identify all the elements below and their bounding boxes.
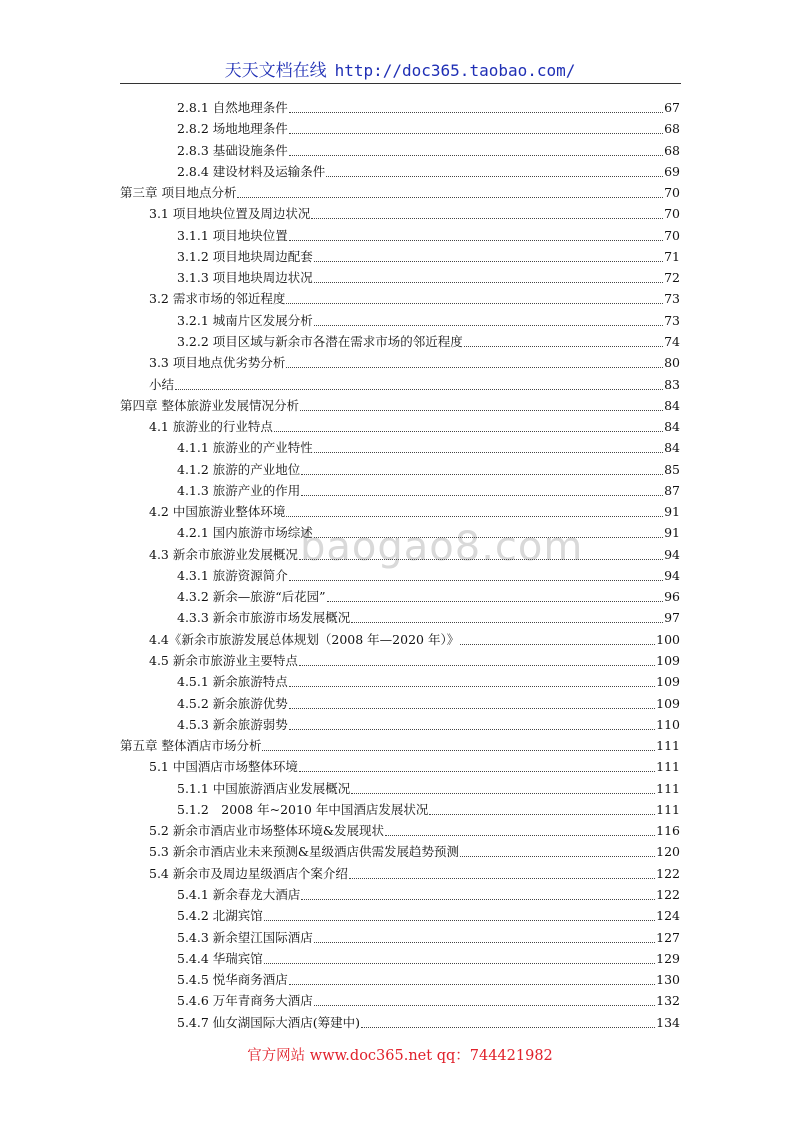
toc-entry[interactable] [177,267,680,287]
dot-leader [311,218,663,219]
toc-entry-page-number: 73 [664,291,680,307]
toc-entry-title: 2.8.3 基础设施条件 [177,142,288,158]
dot-leader [289,133,663,134]
toc-entry-page-number: 94 [664,546,680,562]
toc-entry-title: 4.1 旅游业的行业特点 [149,419,273,435]
toc-entry-title: 4.1.3 旅游产业的作用 [177,482,301,498]
toc-entry[interactable] [177,671,680,691]
header-divider [120,83,681,84]
toc-entry-title: 5.4.1 新余春龙大酒店 [177,886,301,902]
toc-entry-page-number: 85 [664,461,680,477]
toc-entry[interactable] [120,735,680,755]
toc-entry-page-number: 94 [664,567,680,583]
toc-entry-page-number: 132 [656,993,680,1009]
toc-entry[interactable] [177,905,680,925]
toc-entry[interactable] [177,1012,680,1032]
toc-entry[interactable] [177,799,680,819]
toc-entry-title: 4.1.2 旅游的产业地位 [177,461,301,477]
toc-entry-page-number: 80 [664,355,680,371]
toc-entry[interactable] [177,97,680,117]
toc-entry-title: 3.1.3 项目地块周边状况 [177,270,313,286]
dot-leader [429,814,655,815]
toc-entry[interactable] [149,203,680,223]
toc-entry[interactable] [120,182,680,202]
toc-entry-title: 4.5.3 新余旅游弱势 [177,716,288,732]
toc-entry-title: 3.1 项目地块位置及周边状况 [149,206,311,222]
toc-entry-title: 4.5 新余市旅游业主要特点 [149,653,298,669]
toc-entry[interactable] [177,310,680,330]
toc-entry-page-number: 91 [664,525,680,541]
toc-entry-page-number: 130 [656,972,680,988]
toc-entry[interactable] [177,948,680,968]
toc-entry[interactable] [177,140,680,160]
toc-entry[interactable] [149,841,680,861]
dot-leader [301,474,663,475]
dot-leader [289,155,663,156]
toc-entry-title: 5.3 新余市酒店业未来预测&星级酒店供需发展趋势预测 [149,844,459,860]
toc-entry-title: 4.2.1 国内旅游市场综述 [177,525,313,541]
toc-entry-page-number: 68 [664,121,680,137]
toc-entry-page-number: 70 [664,227,680,243]
toc-entry-page-number: 111 [656,759,680,775]
toc-entry[interactable] [177,884,680,904]
toc-entry[interactable] [177,437,680,457]
dot-leader [460,644,655,645]
dot-leader [289,686,655,687]
toc-entry[interactable] [177,161,680,181]
toc-entry[interactable] [149,374,680,394]
toc-entry-page-number: 71 [664,248,680,264]
watermark: baogao8.com [300,524,584,570]
dot-leader [299,665,655,666]
toc-entry[interactable] [149,544,680,564]
dot-leader [460,856,655,857]
toc-entry-title: 第四章 整体旅游业发展情况分析 [120,397,299,413]
toc-entry[interactable] [149,650,680,670]
dot-leader [464,346,663,347]
toc-entry-page-number: 68 [664,142,680,158]
toc-entry-title: 4.4《新余市旅游发展总体规划（2008 年—2020 年）》 [149,631,460,647]
toc-entry[interactable] [177,693,680,713]
dot-leader [289,240,663,241]
toc-entry-page-number: 134 [656,1014,680,1030]
toc-entry-page-number: 83 [664,376,680,392]
dot-leader [327,601,664,602]
toc-entry[interactable] [177,969,680,989]
dot-leader [299,559,663,560]
toc-entry-page-number: 91 [664,504,680,520]
toc-entry[interactable] [177,607,680,627]
toc-entry-page-number: 70 [664,185,680,201]
toc-entry[interactable] [149,352,680,372]
toc-entry-page-number: 87 [664,482,680,498]
toc-entry-page-number: 111 [656,801,680,817]
dot-leader [274,431,663,432]
dot-leader [314,261,663,262]
toc-entry-title: 4.3.2 新余—旅游“后花园” [177,589,326,605]
toc-entry-title: 5.1 中国酒店市场整体环境 [149,759,298,775]
dot-leader [326,176,663,177]
toc-entry-title: 4.1.1 旅游业的产业特性 [177,440,313,456]
toc-entry-page-number: 122 [656,886,680,902]
toc-entry[interactable] [177,225,680,245]
toc-entry-title: 小结 [149,376,175,392]
toc-entry-page-number: 122 [656,865,680,881]
toc-entry-page-number: 67 [664,100,680,115]
dot-leader [314,537,663,538]
toc-entry-title: 4.3.3 新余市旅游市场发展概况 [177,610,351,626]
toc-entry[interactable] [177,778,680,798]
toc-entry-page-number: 84 [664,440,680,456]
toc-entry[interactable] [177,480,680,500]
dot-leader [286,367,663,368]
dot-leader [301,495,663,496]
toc-entry[interactable] [120,395,680,415]
toc-entry[interactable] [149,756,680,776]
toc-entry[interactable] [177,990,680,1010]
dot-leader [289,984,655,985]
dot-leader [349,878,655,879]
toc-entry-title: 2.8.2 场地地理条件 [177,121,288,137]
dot-leader [300,410,663,411]
toc-entry-title: 5.4.6 万年青商务大酒店 [177,993,313,1009]
toc-entry[interactable] [177,118,680,138]
dot-leader [361,1027,655,1028]
toc-entry-page-number: 116 [656,823,680,839]
dot-leader [286,516,663,517]
toc-entry[interactable] [177,565,680,585]
toc-entry[interactable] [177,586,680,606]
dot-leader [314,942,655,943]
toc-entry-page-number: 70 [664,206,680,222]
toc-entry-page-number: 73 [664,312,680,328]
dot-leader [314,1005,655,1006]
toc-entry-title: 3.1.1 项目地块位置 [177,227,288,243]
toc-entry-title: 2.8.4 建设材料及运输条件 [177,163,326,179]
toc-entry[interactable] [149,629,680,649]
toc-entry[interactable] [177,714,680,734]
toc-entry[interactable] [149,863,680,883]
toc-entry-title: 4.5.1 新余旅游特点 [177,674,288,690]
toc-entry-page-number: 69 [664,163,680,179]
dot-leader [314,325,663,326]
dot-leader [262,750,655,751]
toc-entry-page-number: 129 [656,950,680,966]
toc-entry[interactable] [177,459,680,479]
toc-entry-title: 第三章 项目地点分析 [120,185,237,201]
toc-entry-title: 5.1.1 中国旅游酒店业发展概况 [177,780,351,796]
toc-entry-title: 5.1.2 2008 年~2010 年中国酒店发展状况 [177,801,429,817]
toc-entry-page-number: 97 [664,610,680,626]
dot-leader [289,708,655,709]
toc-entry[interactable] [149,416,680,436]
dot-leader [264,920,655,921]
toc-entry[interactable] [149,501,680,521]
dot-leader [175,389,663,390]
dot-leader [264,963,655,964]
page-footer: 官方网站 www.doc365.net qq：744421982 [247,1048,553,1064]
dot-leader [289,729,655,730]
site-name: 天天文档在线 [224,61,327,81]
toc-entry-page-number: 110 [656,716,680,732]
toc-entry[interactable] [149,820,680,840]
dot-leader [351,793,655,794]
toc-entry-title: 3.2.1 城南片区发展分析 [177,312,313,328]
toc-entry-page-number: 127 [656,929,680,945]
toc-entry-title: 5.2 新余市酒店业市场整体环境&发展现状 [149,823,384,839]
dot-leader [351,622,663,623]
toc-entry-title: 4.3 新余市旅游业发展概况 [149,546,298,562]
dot-leader [286,303,663,304]
toc-entry-title: 5.4 新余市及周边星级酒店个案介绍 [149,865,348,881]
dot-leader [301,899,655,900]
dot-leader [314,282,663,283]
toc-entry-title: 4.3.1 旅游资源简介 [177,567,288,583]
dot-leader [289,580,663,581]
toc-entry-page-number: 100 [656,631,680,647]
toc-entry-title: 5.4.3 新余望江国际酒店 [177,929,313,945]
toc-entry-title: 2.8.1 自然地理条件 [177,100,288,115]
toc-entry-title: 3.1.2 项目地块周边配套 [177,248,313,264]
toc-entry[interactable] [177,522,680,542]
toc-entry-page-number: 96 [664,589,680,605]
toc-entry[interactable] [177,927,680,947]
toc-entry[interactable] [149,288,680,308]
toc-entry-title: 3.3 项目地点优劣势分析 [149,355,286,371]
page-header [0,56,800,81]
toc-entry-title: 4.2 中国旅游业整体环境 [149,504,286,520]
toc-entry-title: 5.4.2 北湖宾馆 [177,908,263,924]
toc-entry-page-number: 84 [664,419,680,435]
toc-entry[interactable] [177,331,680,351]
toc-entry-page-number: 109 [656,695,680,711]
toc-entry-title: 4.5.2 新余旅游优势 [177,695,288,711]
toc-entry-title: 3.2 需求市场的邻近程度 [149,291,286,307]
toc-entry-title: 5.4.4 华瑞宾馆 [177,950,263,966]
toc-entry-page-number: 84 [664,397,680,413]
toc-entry-title: 第五章 整体酒店市场分析 [120,738,262,754]
toc-entry-page-number: 109 [656,674,680,690]
toc-entry-title: 5.4.7 仙女湖国际大酒店(筹建中) [177,1014,361,1030]
toc-entry-page-number: 74 [664,333,680,349]
toc-entry-title: 3.2.2 项目区域与新余市各潜在需求市场的邻近程度 [177,333,463,349]
toc-entry-page-number: 72 [664,270,680,286]
toc-entry[interactable] [177,246,680,266]
dot-leader [237,197,663,198]
site-url-link[interactable]: http://doc365.taobao.com/ [334,61,576,80]
dot-leader [299,771,655,772]
toc-entry-page-number: 124 [656,908,680,924]
dot-leader [385,835,655,836]
dot-leader [289,112,663,113]
dot-leader [314,452,663,453]
toc-entry-page-number: 120 [656,844,680,860]
toc-entry-page-number: 111 [656,738,680,754]
toc-entry-page-number: 111 [656,780,680,796]
toc-entry-page-number: 109 [656,653,680,669]
toc-entry-title: 5.4.5 悦华商务酒店 [177,972,288,988]
